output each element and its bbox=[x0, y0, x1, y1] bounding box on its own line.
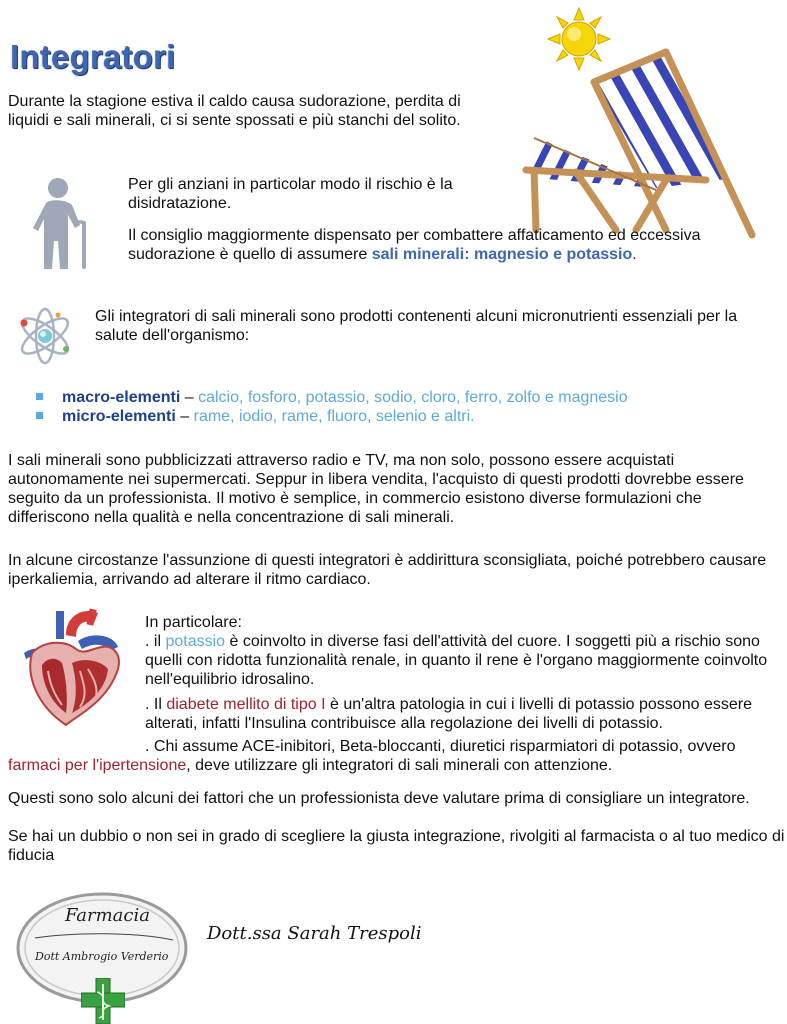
element-label: micro-elementi bbox=[62, 408, 176, 425]
p3-highlight: farmaci per l'ipertensione bbox=[8, 757, 187, 774]
pharmacy-cross-icon bbox=[81, 978, 125, 1024]
p3-prefix: . Chi assume ACE-inibitori, Beta-bloccanti, diuretici risparmiatori di potassio, ovvero bbox=[145, 738, 736, 755]
list-item bbox=[36, 407, 756, 426]
elderly-risk-text: Per gli anziani in particolar modo il rischio è la disidratazione. bbox=[128, 176, 453, 212]
p1-suffix: è coinvolto in diverse fasi dell'attività del cuore. I soggetti più a rischio sono quelli con ridotta funzionalità renale, in quanto il rene è l'organo maggiormente coinvolto nell'equilibrio idrosalino. bbox=[145, 633, 768, 688]
drugs-point bbox=[8, 737, 783, 775]
p2-prefix: . Il bbox=[145, 696, 167, 713]
element-label: macro-elementi bbox=[62, 389, 181, 406]
elderly-person-icon bbox=[30, 175, 94, 271]
particular-heading: In particolare: bbox=[145, 614, 242, 631]
p3-suffix: , deve utilizzare gli integratori di sali minerali con attenzione. bbox=[186, 757, 613, 774]
p1-highlight: potassio bbox=[165, 633, 226, 650]
element-items: rame, iodio, rame, fluoro, selenio e altri. bbox=[193, 408, 475, 425]
element-sep: – bbox=[175, 408, 194, 425]
logo-line-2: Dott Ambrogio Verderio bbox=[35, 950, 169, 963]
p2-highlight: diabete mellito di tipo I bbox=[166, 696, 326, 713]
diabetes-point bbox=[145, 695, 785, 733]
logo-line-1: Farmacia bbox=[65, 905, 150, 926]
elements-list bbox=[36, 388, 756, 426]
page-title: Integratori bbox=[10, 38, 176, 75]
heart-icon bbox=[18, 605, 132, 731]
p2-suffix: è un'altra patologia in cui i livelli di potassio possono essere alterati, infatti l'Insulina contribuisce alla regolazione dei livelli di potassio. bbox=[145, 696, 752, 732]
element-items: calcio, fosforo, potassio, sodio, cloro, ferro, zolfo e magnesio bbox=[198, 389, 628, 406]
element-sep: – bbox=[180, 389, 199, 406]
advice-text bbox=[128, 226, 768, 264]
atom-icon bbox=[14, 305, 76, 367]
advice-highlight: sali minerali: magnesio e potassio bbox=[371, 246, 633, 263]
p1-prefix: . il bbox=[145, 633, 166, 650]
list-item bbox=[36, 388, 756, 407]
advertised-paragraph: I sali minerali sono pubblicizzati attraverso radio e TV, ma non solo, possono essere acquistati autonomamente nei supermercati. Seppur in libera vendita, l'acquisto di questi prodotti dovrebbe essere seguito da un professionista. Il motivo è semplice, in commercio esistono diverse formulazioni che differiscono nella qualità e nella concentrazione di sali minerali. bbox=[8, 452, 744, 526]
pharmacy-logo bbox=[15, 890, 190, 1024]
beach-chair-icon bbox=[516, 30, 778, 242]
supplements-intro: Gli integratori di sali minerali sono prodotti contenenti alcuni micronutrienti essenziali per la salute dell'organismo: bbox=[95, 308, 738, 344]
bullet-icon bbox=[36, 393, 43, 400]
bullet-icon bbox=[36, 412, 43, 419]
potassio-point bbox=[145, 632, 785, 689]
advice-suffix: . bbox=[632, 246, 637, 263]
warning-paragraph: In alcune circostanze l'assunzione di questi integratori è addirittura sconsigliata, poiché potrebbero causare iperkaliemia, arrivando ad alterare il ritmo cardiaco. bbox=[8, 552, 767, 588]
intro-paragraph: Durante la stagione estiva il caldo causa sudorazione, perdita di liquidi e sali minerali, ci si sente spossati e più stanchi del solito. bbox=[8, 93, 461, 129]
signature: Dott.ssa Sarah Trespoli bbox=[207, 923, 422, 944]
closing-paragraph-1: Questi sono solo alcuni dei fattori che un professionista deve valutare prima di consigliare un integratore. bbox=[8, 790, 750, 807]
closing-paragraph-2: Se hai un dubbio o non sei in grado di scegliere la giusta integrazione, rivolgiti al farmacista o al tuo medico di fiducia bbox=[8, 828, 785, 864]
advice-prefix: Il consiglio maggiormente dispensato per combattere affaticamento ed eccessiva sudorazione è quello di assumere bbox=[128, 227, 701, 263]
